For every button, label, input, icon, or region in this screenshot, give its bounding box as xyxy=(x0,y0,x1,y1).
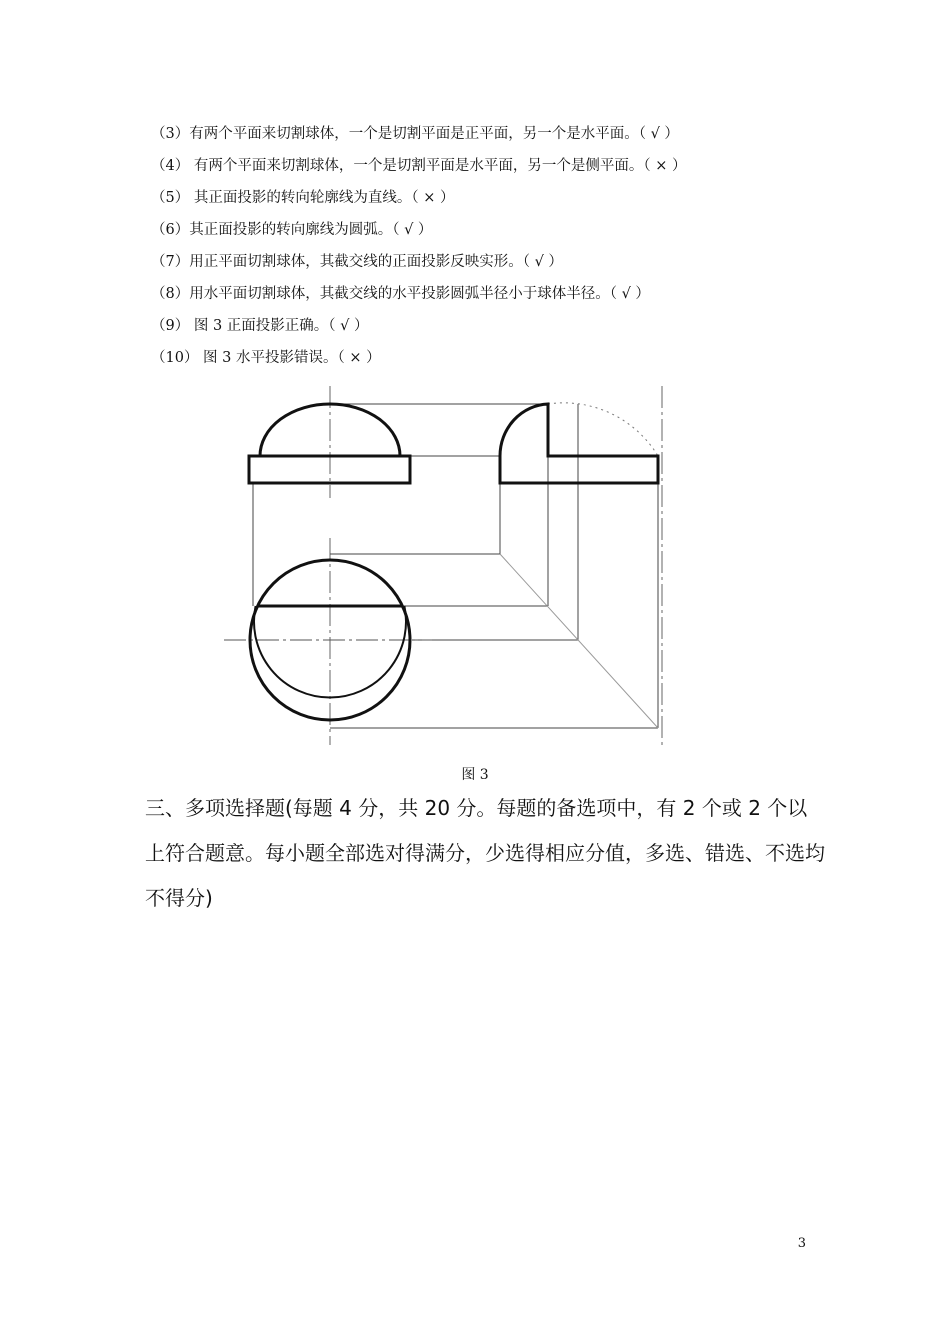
question-item-10: （10） 图 3 水平投影错误。（ × ） xyxy=(151,350,381,366)
question-item-6: （6）其正面投影的转向廓线为圆弧。（ √ ） xyxy=(151,222,433,238)
question-item-4: （4） 有两个平面来切割球体，一个是切割平面是水平面，另一个是侧平面。（ × ） xyxy=(151,158,687,174)
question-item-7: （7）用正平面切割球体，其截交线的正面投影反映实形。（ √ ） xyxy=(151,254,563,270)
projection-drawing xyxy=(0,380,950,750)
projection-lines xyxy=(253,404,658,728)
figure-caption: 图 3 xyxy=(461,767,489,783)
side-view-outline xyxy=(500,404,658,483)
miter-line xyxy=(500,554,658,728)
section-heading: 三、多项选择题(每题 4 分，共 20 分。每题的备选项中，有 2 个或 2 个以上符合题意。每小题全部选对得满分，少选得相应分值，多选、错选、不选均不得分) xyxy=(145,796,825,910)
side-view-arc xyxy=(548,403,658,456)
front-view-base xyxy=(249,456,410,483)
question-item-9: （9） 图 3 正面投影正确。（ √ ） xyxy=(151,318,369,334)
question-item-5: （5） 其正面投影的转向轮廓线为直线。（ × ） xyxy=(151,190,455,206)
page-number: 3 xyxy=(797,1236,806,1251)
center-lines xyxy=(224,386,662,745)
question-item-3: （3）有两个平面来切割球体，一个是切割平面是正平面，另一个是水平面。（ √ ） xyxy=(151,126,679,142)
question-item-8: （8）用水平面切割球体，其截交线的水平投影圆弧半径小于球体半径。（ √ ） xyxy=(151,286,650,302)
object-outlines xyxy=(249,404,658,720)
